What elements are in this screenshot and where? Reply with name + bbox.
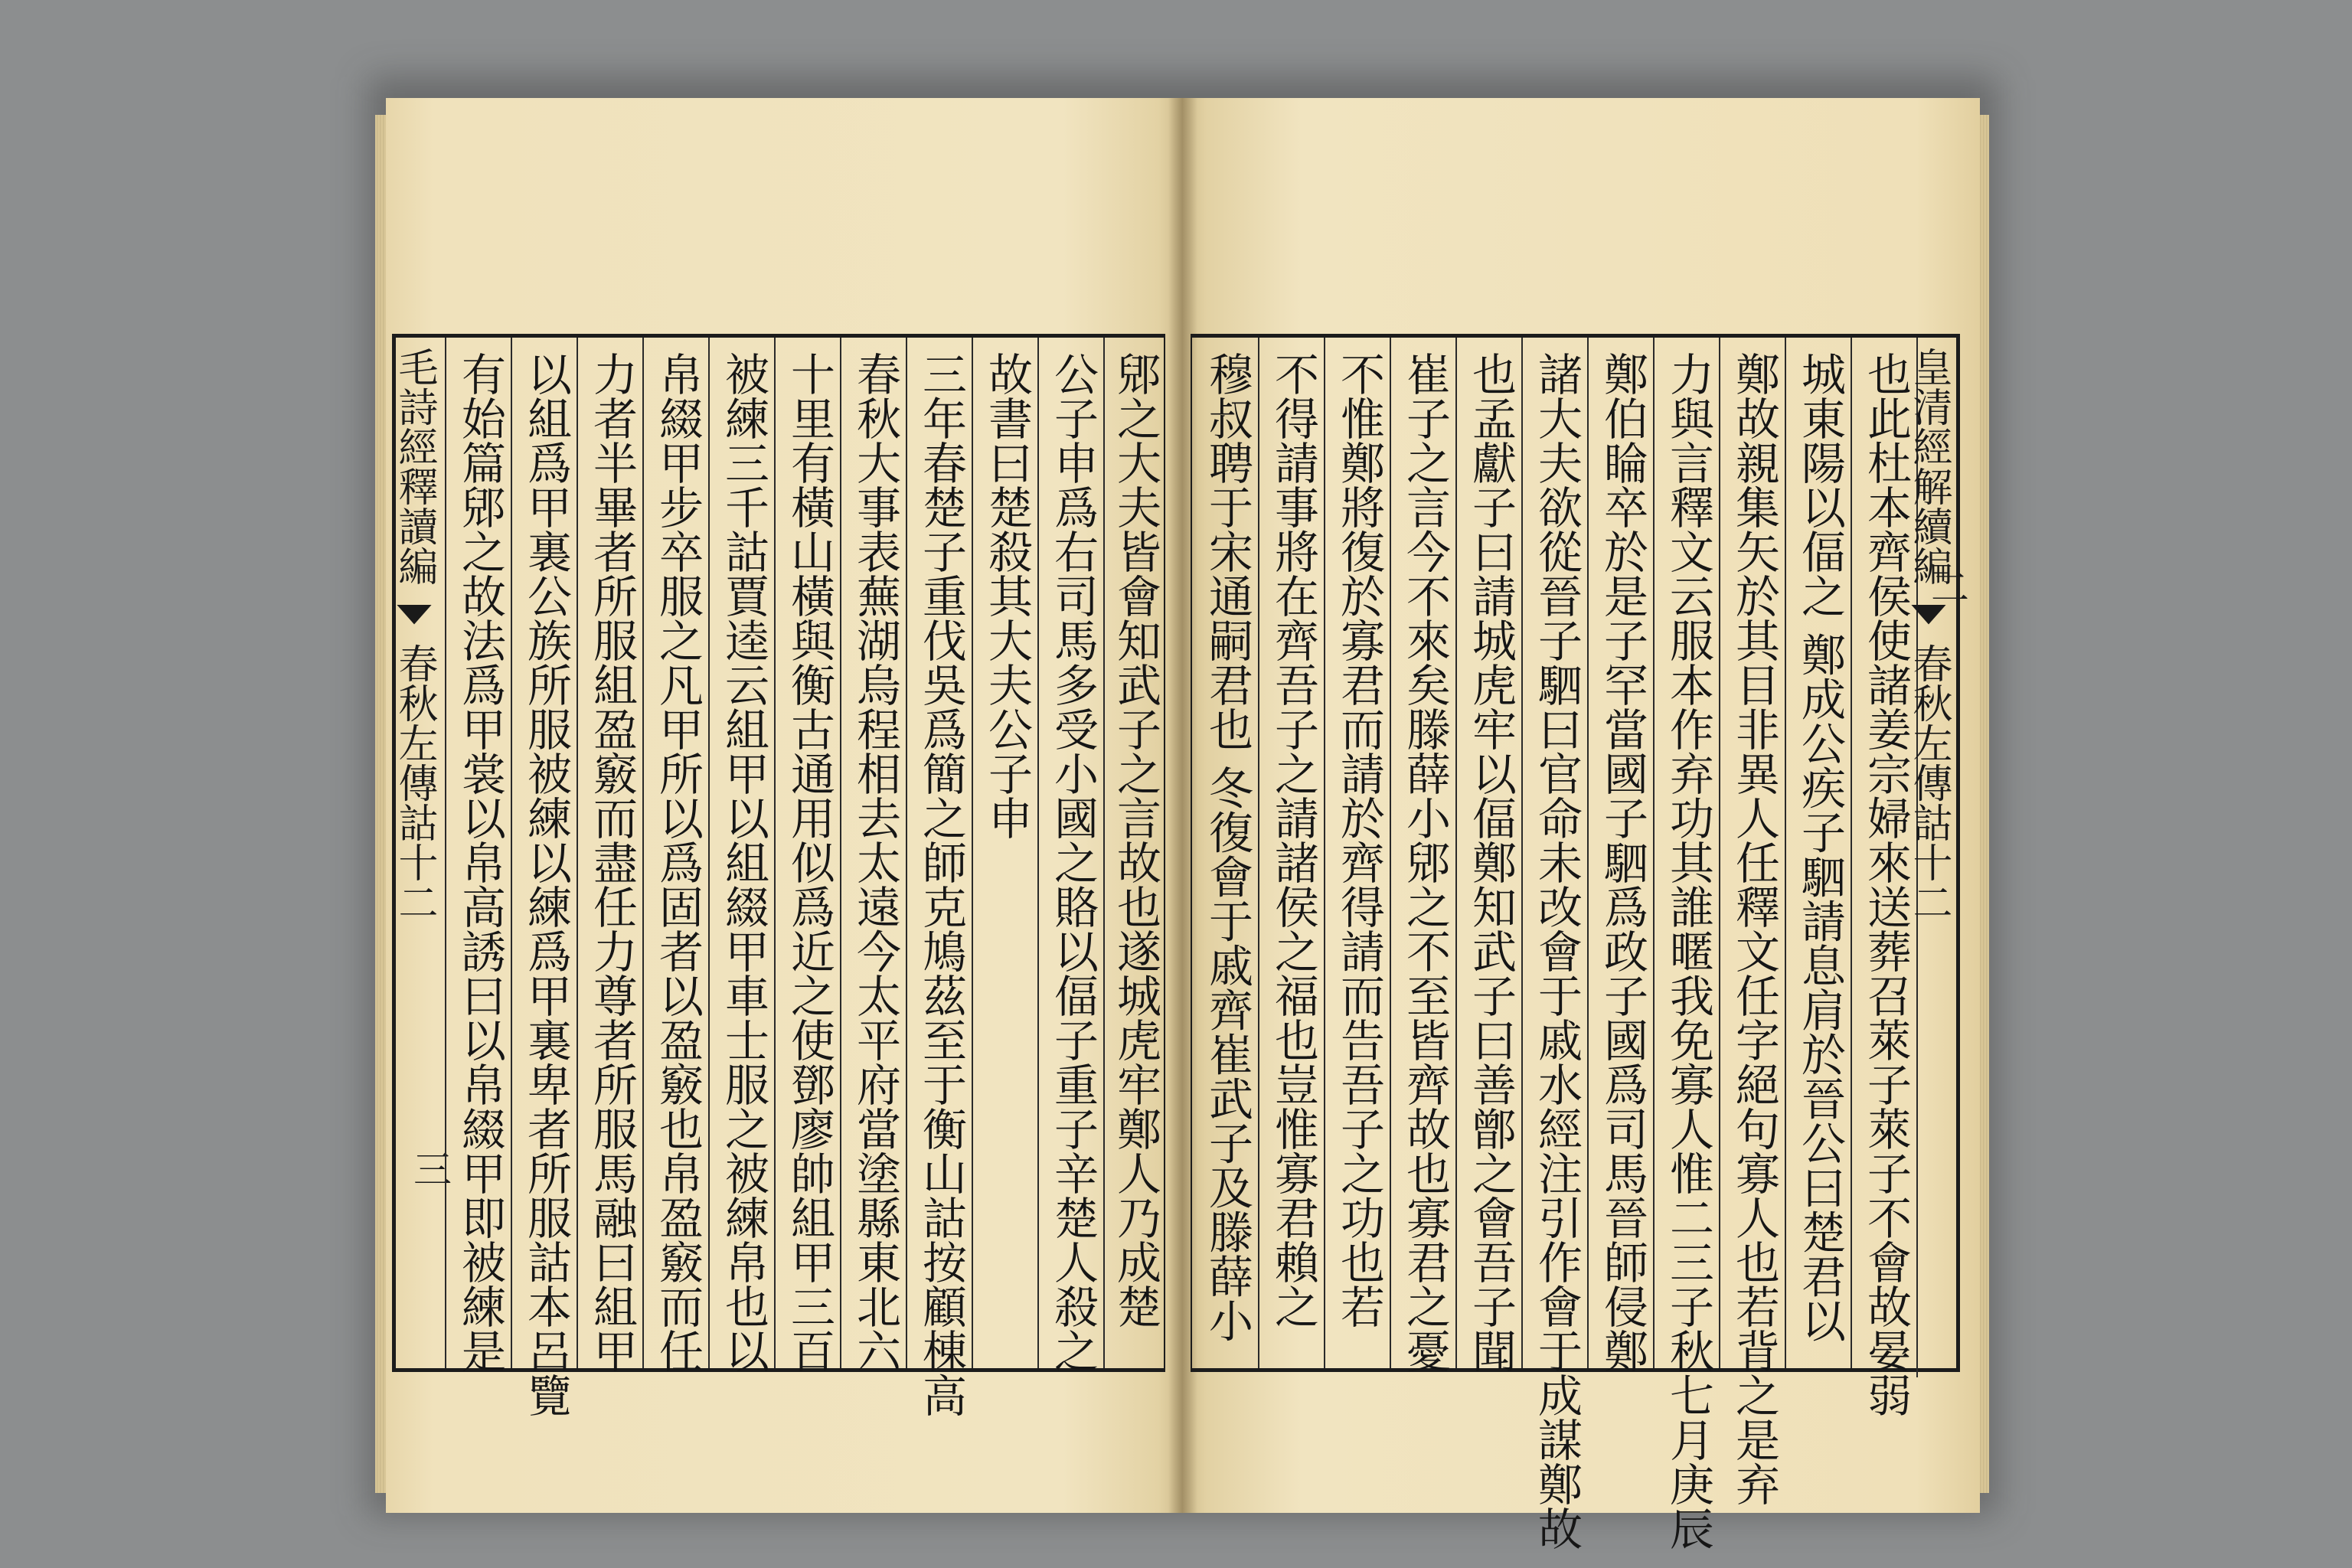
right-column-9: 不惟鄭將復於寡君而請於齊得請而告吾子之功也若 [1324,338,1390,1368]
right-banxin [1906,338,1959,1377]
right-column-2: 城東陽以偪之 鄭成公疾子駟請息肩於晉公曰楚君以 [1785,338,1851,1368]
right-column-3: 鄭故親集矢於其目非異人任釋文任字絕句寡人也若背之是弃 [1719,338,1785,1368]
left-column-8: 帛綴甲步卒服之凡甲所以爲固者以盈竅也帛盈竅而任 [642,338,708,1368]
right-column-4: 力與言釋文云服本作弃功其誰暱我免寡人惟二三子秋七月庚辰 [1653,338,1719,1368]
right-page-number: 二 [1925,567,1969,606]
left-banxin [391,338,445,1377]
left-column-1: 郳之大夫皆會知武子之言故也遂城虎牢鄭人乃成楚 [1103,338,1166,1368]
right-column-11: 穆叔聘于宋通嗣君也 冬復會于戚齊崔武子及滕薛小 [1201,351,1253,1343]
right-column-10: 不得請事將在齊吾子之請諸侯之福也豈惟寡君賴之 [1258,338,1324,1368]
left-column-6: 十里有橫山橫與衡古通用似爲近之使鄧廖帥組甲三百 [774,338,840,1368]
left-column-11: 有始篇郳之故法爲甲裳以帛高誘曰以帛綴甲即被練是 [445,338,511,1368]
left-page-number: 三 [407,1149,452,1187]
left-column-5: 春秋大事表蕪湖烏程相去太遠今太平府當塗縣東北六 [840,338,906,1368]
left-column-7: 被練三千詁賈逵云組甲以組綴甲車士服之被練帛也以 [708,338,774,1368]
left-column-3: 故書曰楚殺其大夫公子申 [972,338,1037,1368]
fish-tail-mark [397,605,432,625]
left-page-text-block [391,334,1165,1417]
left-column-9: 力者半畢者所服組盈竅而盡任力尊者所服馬融曰組甲 [577,338,642,1368]
right-banxin-title: 皇清經解續編 [1906,347,1952,586]
left-column-10: 以組爲甲裏公族所服被練以練爲甲裏卑者所服詁本呂覽 [511,338,577,1368]
left-banxin-chapter: 春秋左傳詁十二 [391,643,437,923]
fish-tail-mark [1911,605,1946,625]
right-banxin-chapter: 春秋左傳詁十二 [1906,643,1952,923]
right-column-7: 也孟獻子曰請城虎牢以偪鄭知武子曰善鄫之會吾子聞 [1455,338,1521,1368]
left-column-4: 三年春楚子重伐吳爲簡之師克鳩茲至于衡山詁按顧棟高 [906,338,972,1368]
left-column-2: 公子申爲右司馬多受小國之賂以偪子重子辛楚人殺之 [1037,338,1103,1368]
left-banxin-title: 毛詩經釋讀編 [391,347,437,586]
right-column-1: 也此杜本齊侯使諸姜宗婦來送葬召萊子萊子不會故晏弱 [1851,338,1916,1368]
right-column-8: 崔子之言今不來矣滕薛小郳之不至皆齊故也寡君之憂 [1390,338,1455,1368]
right-column-6: 諸大夫欲從晉子駟曰官命未改會于戚水經注引作會于成謀鄭故 [1521,338,1587,1368]
right-page-text-block [1191,334,1969,1550]
right-column-5: 鄭伯睔卒於是子罕當國子駟爲政子國爲司馬晉師侵鄭 [1587,338,1653,1368]
